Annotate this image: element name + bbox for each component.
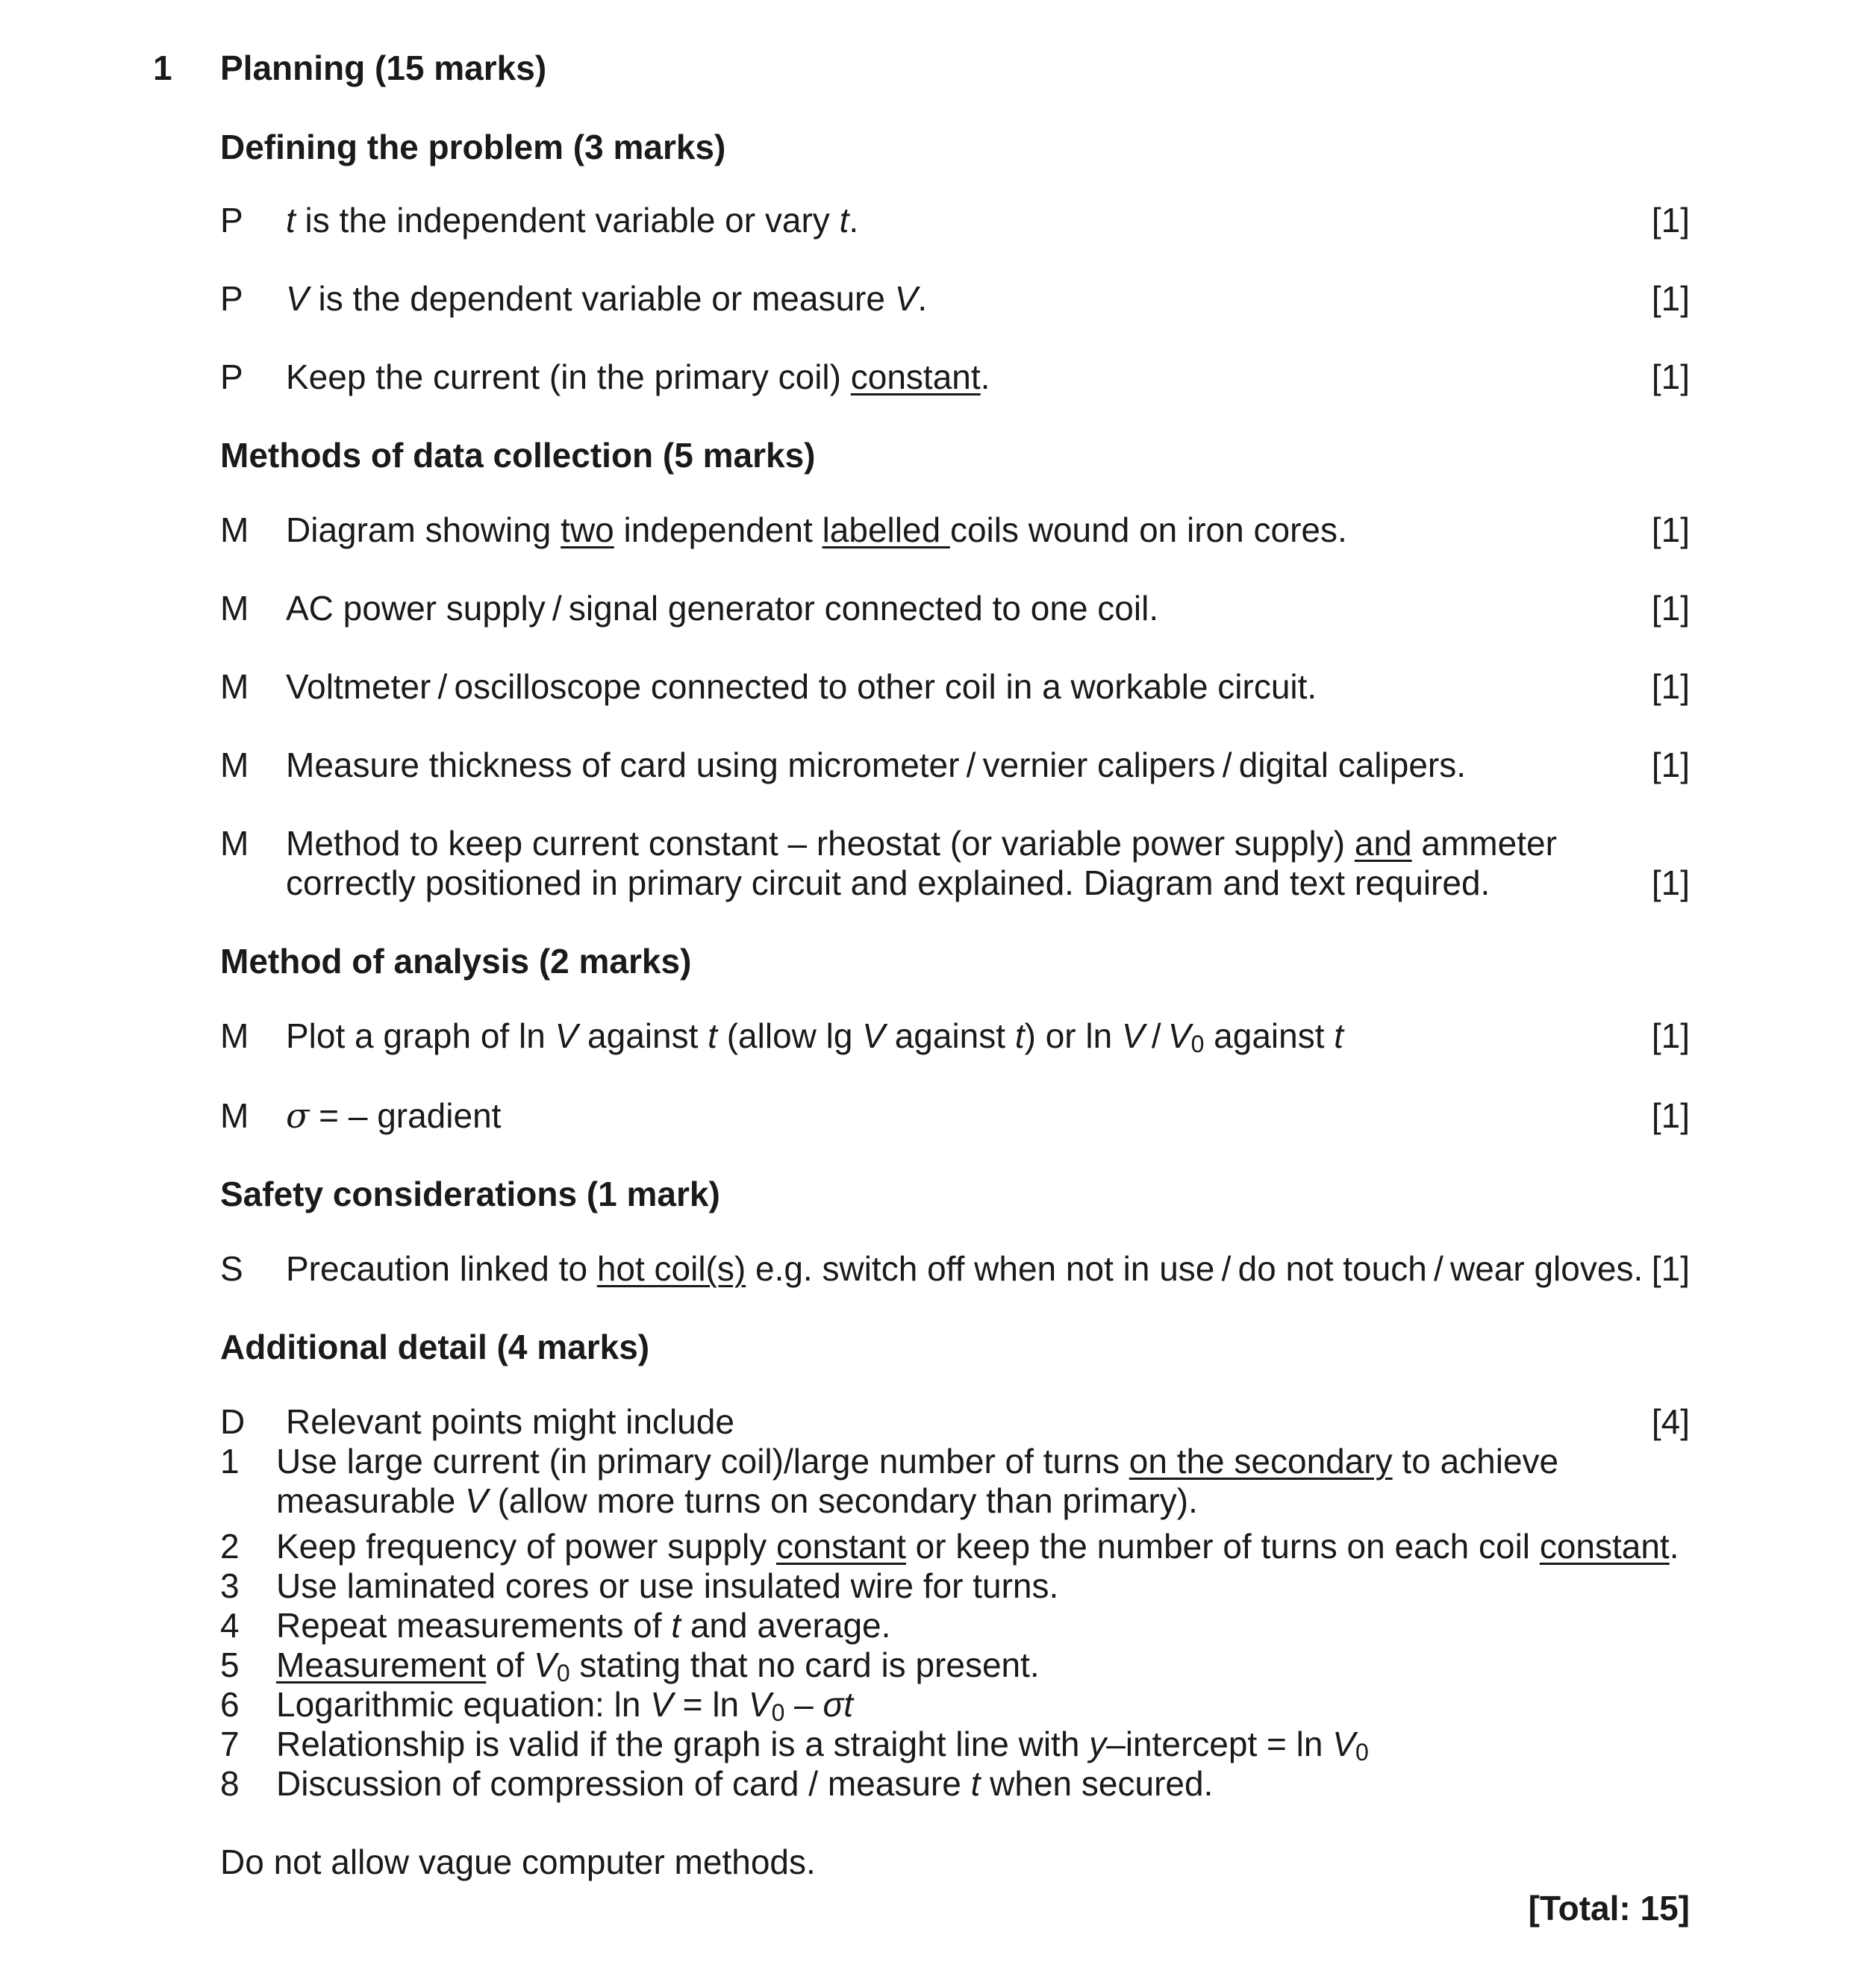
criterion-code: M	[220, 1016, 249, 1055]
mark-value: [1]	[1651, 863, 1690, 902]
detail-text-1: Use large current (in primary coil)/large number of turns on the secondary to achieve	[276, 1442, 1559, 1481]
mark-value: [1]	[1651, 667, 1690, 706]
criterion-code: M	[220, 510, 249, 549]
criterion-text-m2: AC power supply / signal generator connected to one coil.	[286, 589, 1159, 628]
detail-number: 1	[220, 1442, 240, 1481]
detail-number: 8	[220, 1764, 240, 1803]
criterion-code: M	[220, 746, 249, 784]
criterion-text-p2: V is the dependent variable or measure V.	[286, 279, 928, 318]
mark-value: [1]	[1651, 1249, 1690, 1288]
section-heading-additional: Additional detail (4 marks)	[220, 1328, 650, 1366]
criterion-code: P	[220, 357, 243, 396]
criterion-text-a2: σ = – gradient	[286, 1095, 502, 1136]
criterion-text-m5-line2: correctly positioned in primary circuit and explained. Diagram and text required.	[286, 863, 1491, 902]
detail-text-2: Keep frequency of power supply constant or keep the number of turns on each coil constant.	[276, 1527, 1679, 1566]
section-heading-analysis: Method of analysis (2 marks)	[220, 942, 692, 981]
detail-number: 5	[220, 1645, 240, 1684]
detail-text-7: Relationship is valid if the graph is a straight line with y–intercept = $\ln V_0$	[276, 1725, 1369, 1766]
detail-text-6: Logarithmic equation: $\ln V = \ln V_0 - \sigma t$	[276, 1685, 854, 1726]
criterion-text-m5: Method to keep current constant – rheostat (or variable power supply) and ammeter	[286, 824, 1557, 863]
detail-number: 7	[220, 1725, 240, 1763]
detail-number: 2	[220, 1527, 240, 1566]
question-title: Planning (15 marks)	[220, 49, 547, 87]
detail-text-1-line2: measurable V (allow more turns on secondary than primary).	[276, 1481, 1198, 1520]
criterion-code: M	[220, 1096, 249, 1135]
mark-value: [1]	[1651, 1096, 1690, 1135]
detail-text-8: Discussion of compression of card / measure t when secured.	[276, 1764, 1214, 1803]
criterion-text-s1: Precaution linked to hot coil(s) e.g. switch off when not in use / do not touch / wear gloves.	[286, 1249, 1644, 1288]
total-marks: [Total: 15]	[1528, 1889, 1690, 1928]
section-heading-safety: Safety considerations (1 mark)	[220, 1175, 720, 1213]
mark-value: [1]	[1651, 746, 1690, 784]
criterion-text-m4: Measure thickness of card using micrometer / vernier calipers / digital calipers.	[286, 746, 1467, 784]
detail-number: 3	[220, 1566, 240, 1605]
section-heading-methods: Methods of data collection (5 marks)	[220, 436, 816, 475]
criterion-code: P	[220, 279, 243, 318]
question-number: 1	[153, 49, 172, 87]
mark-value: [1]	[1651, 510, 1690, 549]
criterion-text-m1: Diagram showing two independent labelled coils wound on iron cores.	[286, 510, 1347, 549]
criterion-text-p3: Keep the current (in the primary coil) constant.	[286, 357, 990, 396]
footer-note: Do not allow vague computer methods.	[220, 1842, 816, 1881]
criterion-code: M	[220, 589, 249, 628]
criterion-code: S	[220, 1249, 243, 1288]
detail-text-5: Measurement of $V_0$ stating that no card is present.	[276, 1645, 1040, 1687]
criterion-text-m3: Voltmeter / oscilloscope connected to other coil in a workable circuit.	[286, 667, 1317, 706]
detail-text-4: Repeat measurements of t and average.	[276, 1606, 891, 1645]
detail-number: 4	[220, 1606, 240, 1645]
detail-number: 6	[220, 1685, 240, 1724]
mark-value: [1]	[1651, 279, 1690, 318]
criterion-text-a1: Plot a graph of ln V against t (allow lg V against t) or ln V / $V_0$ against t	[286, 1016, 1344, 1057]
mark-value: [1]	[1651, 589, 1690, 628]
mark-value: [1]	[1651, 201, 1690, 240]
detail-text-3: Use laminated cores or use insulated wire for turns.	[276, 1566, 1059, 1605]
section-heading-defining: Defining the problem (3 marks)	[220, 128, 726, 166]
mark-value: [1]	[1651, 1016, 1690, 1055]
criterion-code: P	[220, 201, 243, 240]
criterion-code: D	[220, 1402, 246, 1441]
mark-value: [1]	[1651, 357, 1690, 396]
criterion-text-p1: t is the independent variable or vary t.	[286, 201, 859, 240]
criterion-text-d-intro: Relevant points might include	[286, 1402, 734, 1441]
criterion-code: M	[220, 667, 249, 706]
criterion-code: M	[220, 824, 249, 863]
mark-value: [4]	[1651, 1402, 1690, 1441]
